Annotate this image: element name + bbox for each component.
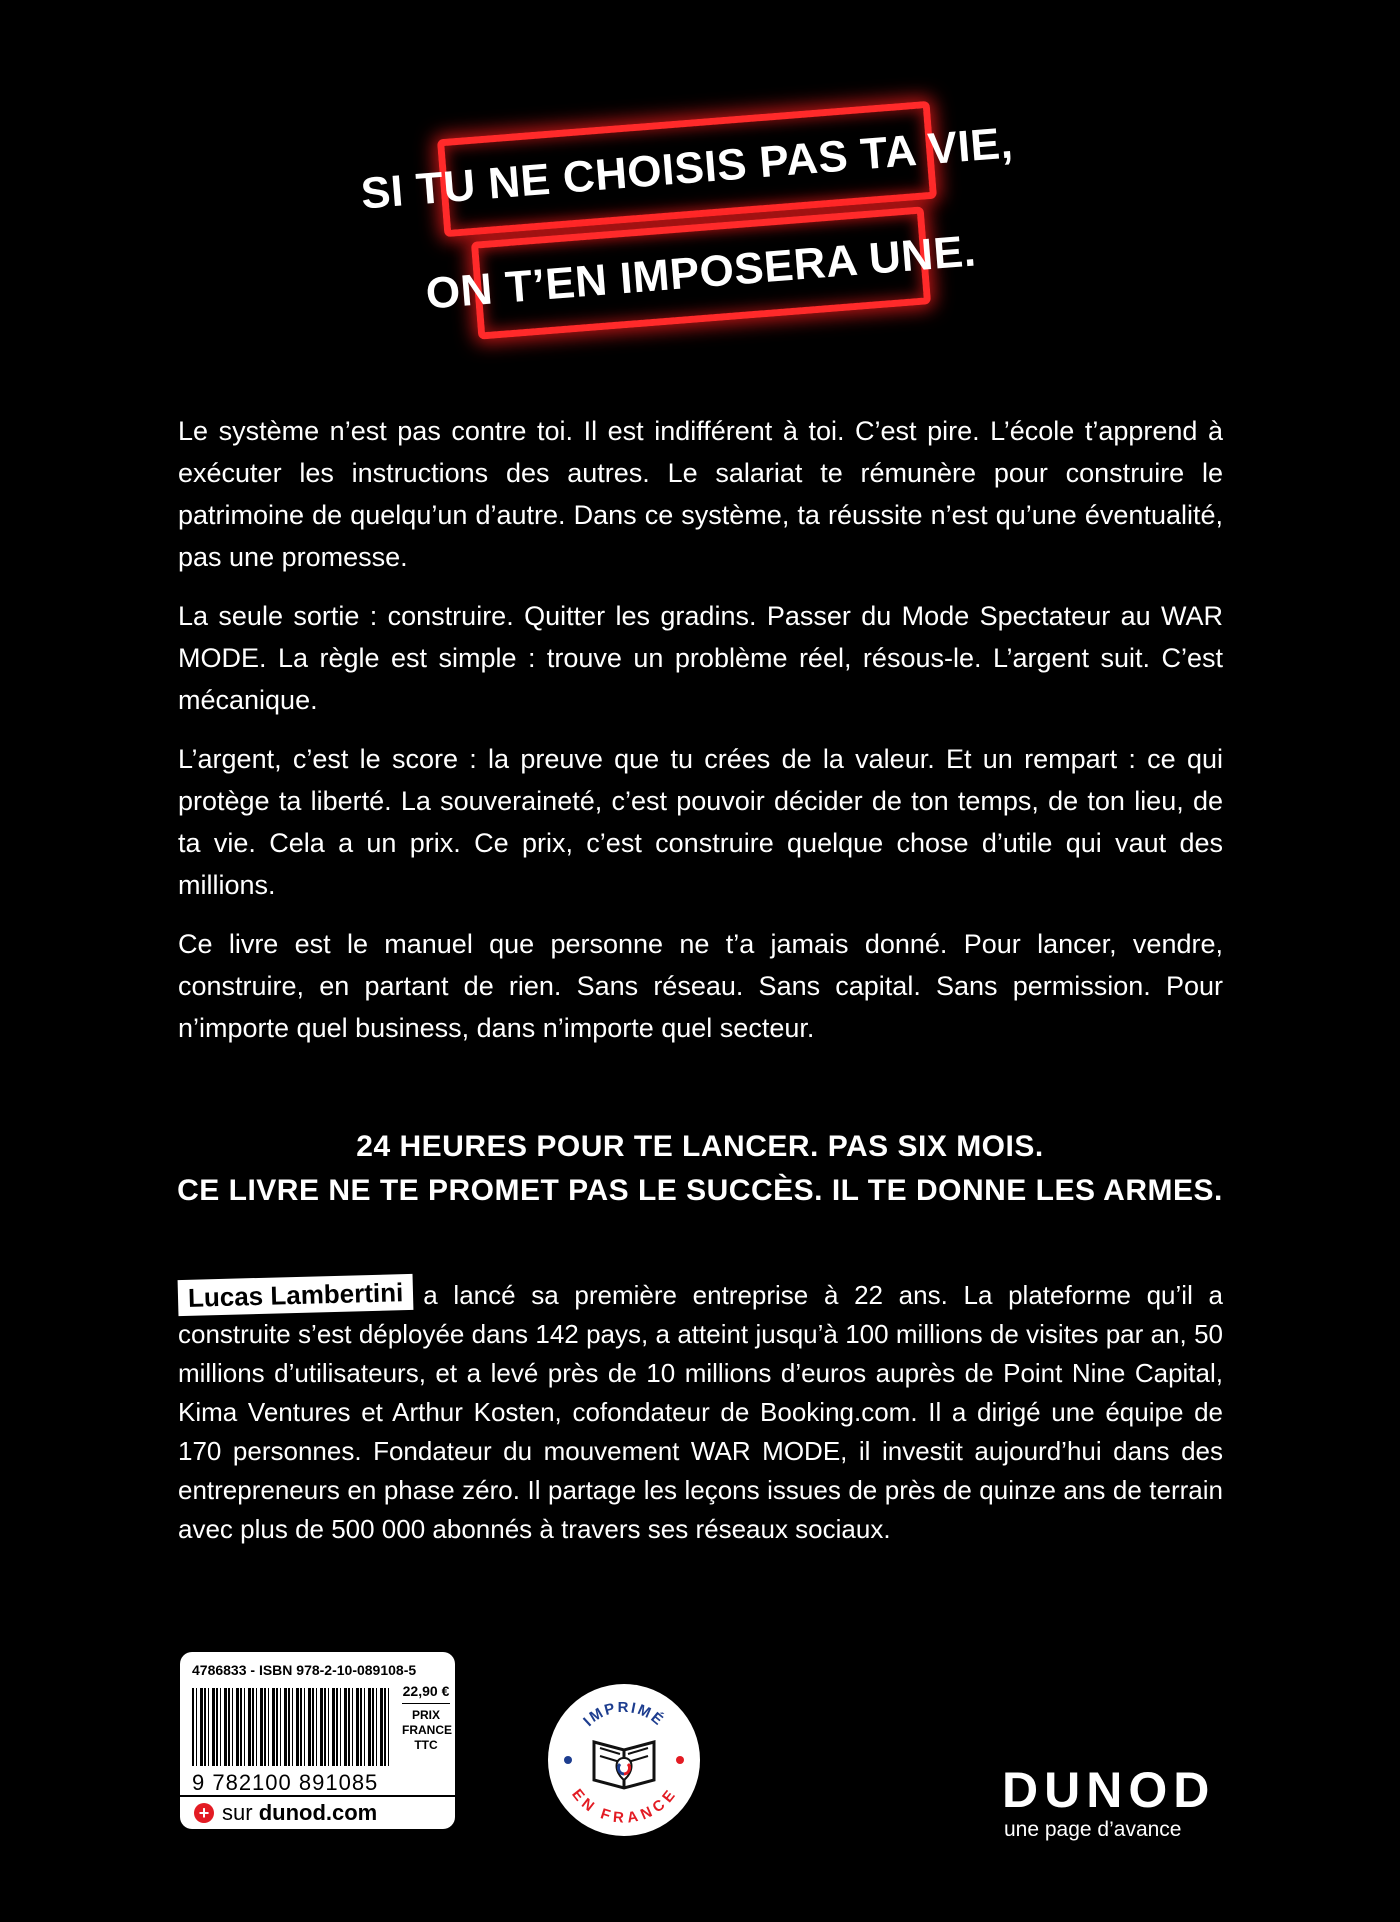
- price-label-2: FRANCE: [402, 1723, 452, 1737]
- price-label-3: TTC: [414, 1738, 438, 1752]
- isbn-line: 4786833 - ISBN 978-2-10-089108-5: [192, 1662, 417, 1678]
- plus-icon: +: [194, 1803, 214, 1823]
- author-bio-text: a lancé sa première entreprise à 22 ans. La plateforme qu’il a construite s’est déployée dans 142 pays, a atteint jusqu’à 100 millions de visites par an, 50 millions d’utilisateurs, et a levé près de 10 millions d’euros auprès de Point Nine Capital, Kima Ventures et Arthur Kosten, cofondateur de Booking.com. Il a dirigé une équipe de 170 personnes. Fondateur du mouvement WAR MODE, il investit aujourd’hui dans des entrepreneurs en phase zéro. Il partage les leçons issues de près de quinze ans de terrain avec plus de 500 000 abonnés à travers ses réseaux sociaux.: [178, 1280, 1223, 1544]
- website-link[interactable]: [180, 1795, 455, 1829]
- price: 22,90 €: [402, 1684, 450, 1704]
- paragraph-1: Le système n’est pas contre toi. Il est indifférent à toi. C’est pire. L’école t’apprend à exécuter les instructions des autres. Le salariat te rémunère pour construire le patrimoine de quelqu’un d’autre. Dans ce système, ta réussite n’est qu’une éventualité, pas une promesse.: [178, 416, 1223, 572]
- publisher-slogan: une page d’avance: [1004, 1818, 1182, 1841]
- website-prefix: sur: [222, 1800, 253, 1825]
- printed-in-france-seal: [548, 1684, 700, 1836]
- seal-bottom-text: EN FRANCE: [568, 1785, 680, 1827]
- back-cover-text: [178, 410, 1223, 1066]
- banner-line-2: ON T’EN IMPOSERA UNE.: [424, 226, 978, 319]
- publisher-logo: DUNOD: [1002, 1762, 1216, 1818]
- book-seal-icon: [548, 1684, 700, 1836]
- paragraph-3: L’argent, c’est le score : la preuve que tu crées de la valeur. Et un rempart : ce qui protège ta liberté. La souveraineté, c’est pouvoir décider de ton temps, de ton lieu, de ta vie. Cela a un prix. Ce prix, c’est construire quelque chose d’utile qui vaut des millions.: [178, 744, 1223, 900]
- banner-line-1: SI TU NE CHOISIS PAS TA VIE,: [359, 118, 1015, 219]
- tagline-line-2: CE LIVRE NE TE PROMET PAS LE SUCCÈS. IL TE DONNE LES ARMES.: [177, 1174, 1223, 1207]
- paragraph-4: Ce livre est le manuel que personne ne t’a jamais donné. Pour lancer, vendre, construire, en partant de rien. Sans réseau. Sans capital. Sans permission. Pour n’importe quel business, dans n’importe quel secteur.: [178, 929, 1223, 1043]
- tagline-line-1: 24 HEURES POUR TE LANCER. PAS SIX MOIS.: [356, 1130, 1044, 1163]
- author-name-badge: Lucas Lambertini: [178, 1274, 414, 1316]
- barcode-number: 9 782100 891085: [192, 1770, 379, 1795]
- website-name: dunod.com: [258, 1800, 378, 1825]
- barcode-card: [180, 1652, 455, 1829]
- paragraph-2: La seule sortie : construire. Quitter les gradins. Passer du Mode Spectateur au WAR MODE. La règle est simple : trouve un problème réel, résous-le. L’argent suit. C’est mécanique.: [178, 601, 1223, 715]
- price-block: [402, 1684, 450, 1753]
- seal-top-text: IMPRIMÉ: [580, 1699, 668, 1730]
- barcode-icon: [192, 1688, 390, 1766]
- publisher-block: [1002, 1763, 1215, 1843]
- author-bio: [178, 1276, 1223, 1549]
- price-label-1: PRIX: [411, 1708, 440, 1722]
